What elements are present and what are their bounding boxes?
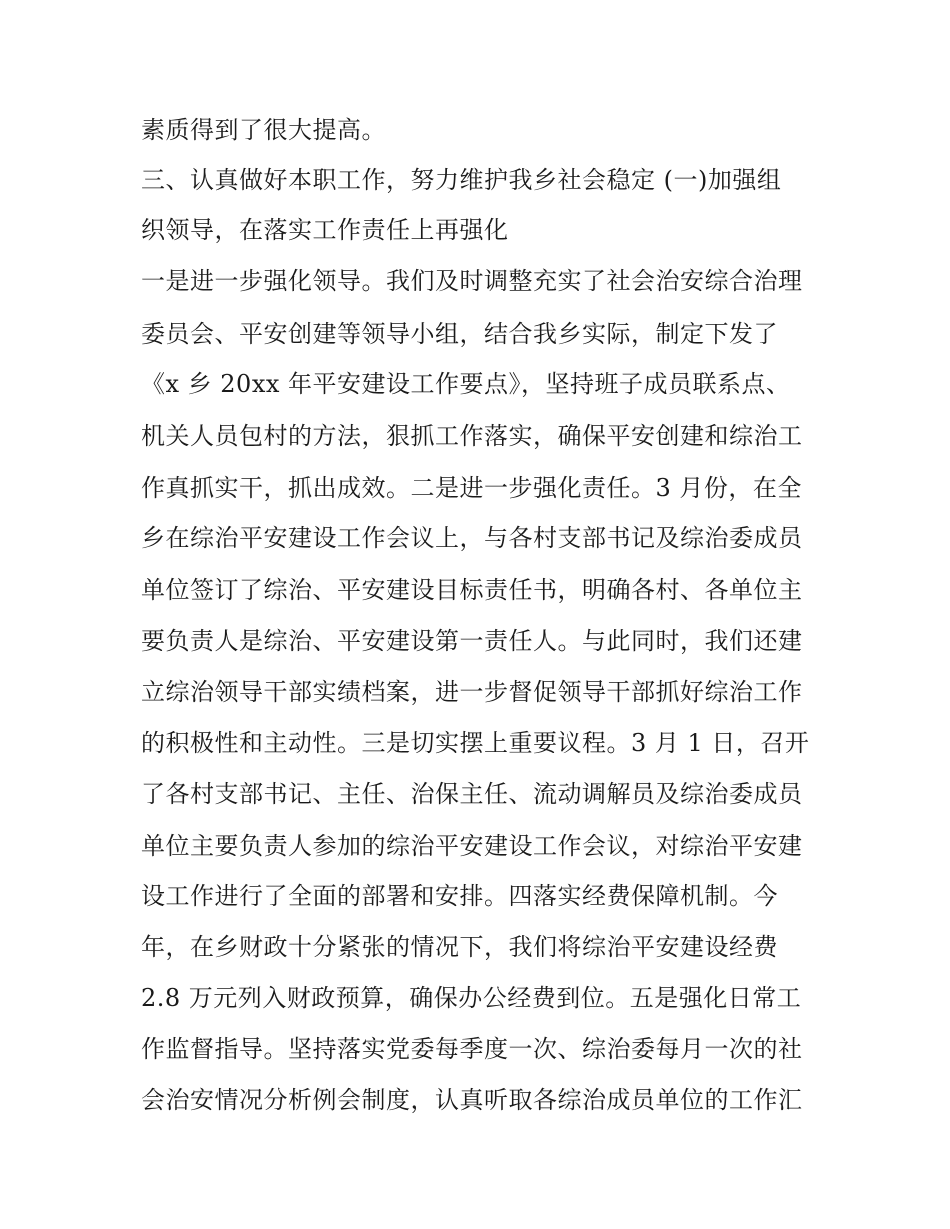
section-heading-line: 织领导，在落实工作责任上再强化 [141, 216, 509, 244]
text-line: 机关人员包村的方法，狠抓工作落实，确保平安创建和综治工 [141, 422, 803, 450]
text-line: 《x 乡 20xx 年平安建设工作要点》，坚持班子成员联系点、 [141, 370, 791, 398]
text-line: 乡在综治平安建设工作会议上，与各村支部书记及综治委成员 [141, 524, 803, 552]
text-line: 要负责人是综治、平安建设第一责任人。与此同时，我们还建 [141, 627, 803, 655]
text-line: 作监督指导。坚持落实党委每季度一次、综治委每月一次的社 [141, 1035, 803, 1063]
text-line: 单位主要负责人参加的综治平安建设工作会议，对综治平安建 [141, 832, 803, 860]
text-line: 2.8 万元列入财政预算，确保办公经费到位。五是强化日常工 [141, 984, 802, 1012]
text-line: 一是进一步强化领导。我们及时调整充实了社会治安综合治理 [141, 267, 803, 295]
text-line: 单位签订了综治、平安建设目标责任书，明确各村、各单位主 [141, 576, 803, 604]
text-line: 设工作进行了全面的部署和安排。四落实经费保障机制。今 [141, 882, 778, 910]
section-heading-line: 三、认真做好本职工作，努力维护我乡社会稳定 (一)加强组 [141, 166, 782, 194]
text-line: 素质得到了很大提高。 [141, 116, 386, 144]
text-line: 的积极性和主动性。三是切实摆上重要议程。3 月 1 日，召开 [141, 729, 810, 757]
text-line: 立综治领导干部实绩档案，进一步督促领导干部抓好综治工作 [141, 678, 803, 706]
text-line: 会治安情况分析例会制度，认真听取各综治成员单位的工作汇 [141, 1086, 803, 1114]
text-line: 作真抓实干，抓出成效。二是进一步强化责任。3 月份，在全 [141, 474, 802, 502]
text-line: 了各村支部书记、主任、治保主任、流动调解员及综治委成员 [141, 780, 803, 808]
text-line: 委员会、平安创建等领导小组，结合我乡实际，制定下发了 [141, 320, 778, 348]
text-line: 年，在乡财政十分紧张的情况下，我们将综治平安建设经费 [141, 933, 778, 961]
